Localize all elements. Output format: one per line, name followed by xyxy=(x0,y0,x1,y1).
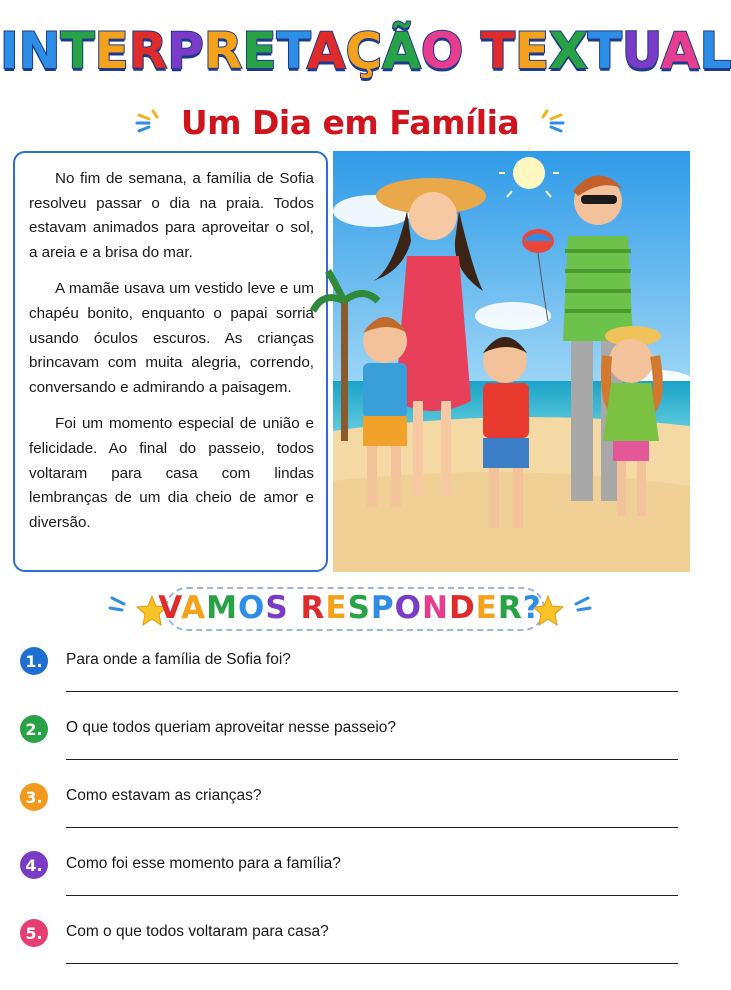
title-letter: T xyxy=(480,22,515,80)
respond-letter: S xyxy=(347,590,371,626)
question-4 xyxy=(20,851,680,911)
respond-heading xyxy=(0,590,700,626)
question-number-2: 2. xyxy=(20,715,48,743)
title-letter: T xyxy=(60,22,95,80)
title-letter: E xyxy=(242,22,277,80)
question-number-4: 4. xyxy=(20,851,48,879)
title-letter: E xyxy=(514,22,550,80)
respond-letter xyxy=(289,590,301,626)
title-letter: N xyxy=(18,22,61,80)
title-letter: T xyxy=(587,22,622,80)
question-number-5: 5. xyxy=(20,919,48,947)
title-letter: I xyxy=(0,22,19,80)
respond-letter: A xyxy=(181,590,207,626)
question-text-1: Para onde a família de Sofia foi? xyxy=(66,651,291,668)
story-subtitle: Um Dia em Família xyxy=(180,102,520,142)
question-5 xyxy=(20,919,680,979)
respond-letter: O xyxy=(394,590,422,626)
title-letter: R xyxy=(128,22,168,80)
title-letter: U xyxy=(621,22,661,80)
answer-line-2[interactable] xyxy=(66,759,678,760)
answer-line-1[interactable] xyxy=(66,691,678,692)
respond-letter: N xyxy=(421,590,449,626)
sparkle-right-icon xyxy=(535,107,565,137)
beach-scene-image xyxy=(333,151,690,572)
respond-letter: S xyxy=(265,590,289,626)
respond-letter: O xyxy=(238,590,266,626)
answer-line-4[interactable] xyxy=(66,895,678,896)
respond-heading-row xyxy=(0,584,700,636)
respond-letter: M xyxy=(206,590,239,626)
sparkle-left-icon xyxy=(135,107,165,137)
question-2 xyxy=(20,715,680,775)
respond-letter: R xyxy=(497,590,523,626)
title-letter: X xyxy=(549,22,588,80)
respond-letter: D xyxy=(448,590,476,626)
title-letter: R xyxy=(203,22,243,80)
question-text-5: Com o que todos voltaram para casa? xyxy=(66,923,329,940)
story-paragraph-3: Foi um momento especial de união e felicidade. Ao final do passeio, todos voltaram para casa com lindas lembranças de um dia cheio de amor e diversão. xyxy=(29,415,314,531)
respond-letter: P xyxy=(370,590,395,626)
question-number-1: 1. xyxy=(20,647,48,675)
respond-letter: E xyxy=(325,590,348,626)
question-text-4: Como foi esse momento para a família? xyxy=(66,855,341,872)
subtitle-row xyxy=(0,98,700,146)
answer-line-3[interactable] xyxy=(66,827,678,828)
question-text-2: O que todos queriam aproveitar nesse passeio? xyxy=(66,719,397,736)
question-3 xyxy=(20,783,680,843)
family-beach-illustration xyxy=(333,151,690,572)
title-letter: E xyxy=(94,22,129,80)
question-1 xyxy=(20,647,680,707)
story-paragraph-2: A mamãe usava um vestido leve e um chapéu bonito, enquanto o papai sorria usando óculos escuros. As crianças brincavam com muita alegria, correndo, conversando e admirando a paisagem. xyxy=(29,280,314,396)
title-letter: P xyxy=(167,22,204,80)
title-letter: T xyxy=(276,22,307,80)
title-letter: O xyxy=(420,22,464,80)
respond-letter: ? xyxy=(522,590,542,626)
title-letter: A xyxy=(306,22,346,80)
title-letter: Ã xyxy=(382,22,421,80)
question-number-3: 3. xyxy=(20,783,48,811)
question-text-3: Como estavam as crianças? xyxy=(66,787,262,804)
story-paragraph-1: No fim de semana, a família de Sofia resolveu passar o dia na praia. Todos estavam animados para aproveitar o sol, a areia e a brisa do mar. xyxy=(29,170,314,261)
respond-letter: R xyxy=(300,590,326,626)
worksheet-title xyxy=(0,22,731,80)
respond-letter: V xyxy=(158,590,182,626)
title-letter xyxy=(463,22,480,80)
title-letter: A xyxy=(660,22,700,80)
title-letter: L xyxy=(699,22,731,80)
respond-letter: E xyxy=(475,590,498,626)
title-letter: Ç xyxy=(345,22,383,80)
answer-line-5[interactable] xyxy=(66,963,678,964)
story-text-box xyxy=(13,151,328,572)
